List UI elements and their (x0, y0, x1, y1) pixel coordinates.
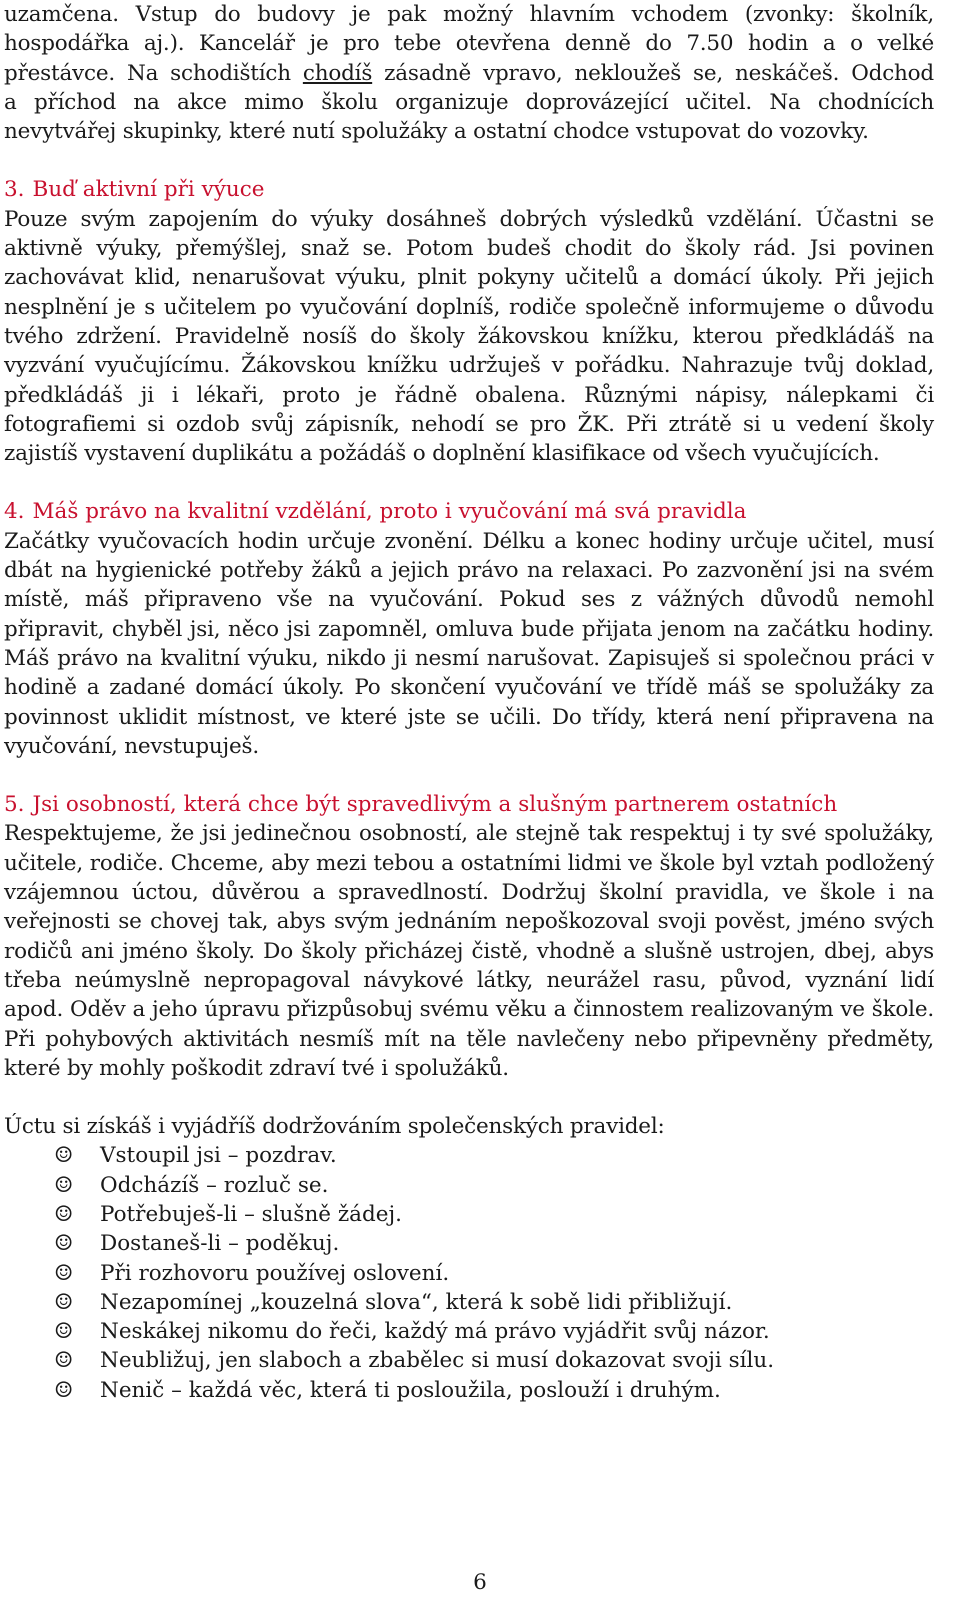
smiley-icon: ☺ (54, 1319, 74, 1345)
intro-line-4: a příchod na akce mimo školu organizuje doprovázející učitel. Na chodnících (4, 89, 934, 115)
section-4 (4, 497, 934, 761)
section-text: Respektujeme, že jsi jedinečnou osobností, ale stejně tak respektuj i ty své spolužáky, učitele, rodiče. Chceme, aby mezi tebou a ostatními lidmi ve škole byl vztah podložený vzájemnou úctou, důvěrou a spravedlností. Dodržuj školní pravidla, ve škole i na veřejnosti se chovej tak, abys svým jednáním nepoškozoval svoji pověst, jméno svých rodičů ani jméno školy. Do školy přicházej čistě, vhodně a slušně ustrojen, dbej, abys třeba neúmyslně nepropagoval návykové látky, neurážel rasu, původ, vyznání lidí apod. Oděv a jeho úpravu přizpůsobuj svému věku a činnostem realizovaným ve škole. Při pohybových aktivitách nesmíš mít na těle navlečeny nebo připevněny předměty, které by mohly poškodit zdraví tvé i spolužáků. (4, 821, 934, 1081)
intro-line-3 (4, 59, 934, 88)
section-number: 3. (4, 177, 25, 203)
respect-lead: Úctu si získáš i vyjádříš dodržováním společenských pravidel: (4, 1114, 665, 1140)
smiley-icon: ☺ (54, 1231, 74, 1257)
list-item-text: Neubližuj, jen slaboch a zbabělec si musí dokazovat svoji sílu. (100, 1348, 775, 1374)
intro-line-1: uzamčena. Vstup do budovy je pak možný hlavním vchodem (zvonky: školník, (4, 2, 934, 27)
intro-paragraph (4, 0, 934, 146)
list-item-text: Nezapomínej „kouzelná slova“, která k sobě lidi přibližují. (100, 1289, 733, 1315)
list-item (54, 1259, 934, 1288)
section-text: Pouze svým zapojením do výuky dosáhneš dobrých výsledků vzdělání. Účastni se aktivně výuky, přemýšlej, snaž se. Potom budeš chodit do školy rád. Jsi povinen zachovávat klid, nenarušovat výuku, plnit pokyny učitelů a domácí úkoly. Při jejich nesplnění je s učitelem po vyučování doplníš, rodiče společně informujeme o důvodu tvého zdržení. Pravidelně nosíš do školy žákovskou knížku, kterou předkládáš na vyzvání vyučujícímu. Žákovskou knížku udržuješ v pořádku. Nahrazuje tvůj doklad, předkládáš ji i lékaři, proto je řádně obalena. Různými nápisy, nálepkami či fotografiemi si ozdob svůj zápisník, nehodí se pro ŽK. Při ztrátě si u vedení školy zajistíš vystavení duplikátu a požádáš o doplnění klasifikace od všech vyučujících. (4, 206, 934, 467)
list-item (54, 1200, 934, 1229)
list-item (54, 1346, 934, 1375)
section-title: Jsi osobností, která chce být spravedlivým a slušným partnerem ostatních (32, 792, 838, 818)
list-item (54, 1229, 934, 1258)
list-item-text: Odcházíš – rozluč se. (100, 1172, 329, 1198)
list-item (54, 1171, 934, 1200)
intro-line-3-after: zásadně vpravo, nekloužeš se, neskáčeš. Odchod (372, 60, 934, 86)
section-5 (4, 790, 934, 1083)
smiley-icon: ☺ (54, 1348, 74, 1374)
section-3 (4, 175, 934, 468)
intro-line-3-before: přestávce. Na schodištích (4, 60, 303, 86)
document-page (4, 0, 934, 1405)
list-item-text: Dostaneš-li – poděkuj. (100, 1231, 340, 1257)
section-heading (4, 497, 934, 526)
smiley-icon: ☺ (54, 1143, 74, 1169)
section-text: Začátky vyučovacích hodin určuje zvonění. Délku a konec hodiny určuje učitel, musí dbát na hygienické potřeby žáků a jejich právo na relaxaci. Po zazvonění jsi na svém místě, máš připraveno vše na vyučování. Pokud ses z vážných důvodů nemohl připravit, chyběl jsi, něco jsi zapomněl, omluva bude přijata jenom na začátku hodiny. Máš právo na kvalitní výuku, nikdo ji nesmí narušovat. Zapisuješ si společnou práci v hodině a zadané domácí úkoly. Po skončení vyučování ve třídě máš se spolužáky za povinnost uklidit místnost, ve které jste se učili. Do třídy, která není připravena na vyučování, nevstupuješ. (4, 528, 934, 759)
page-number: 6 (473, 1570, 487, 1595)
intro-line-5: nevytvářej skupinky, které nutí spolužáky a ostatní chodce vstupovat do vozovky. (4, 119, 869, 145)
respect-list (4, 1141, 934, 1405)
smiley-icon: ☺ (54, 1201, 74, 1227)
list-item-text: Potřebuješ-li – slušně žádej. (100, 1201, 402, 1227)
smiley-icon: ☺ (54, 1260, 74, 1286)
smiley-icon: ☺ (54, 1377, 74, 1403)
section-number: 4. (4, 499, 25, 525)
list-item (54, 1288, 934, 1317)
list-item-text: Neskákej nikomu do řeči, každý má právo vyjádřit svůj názor. (100, 1319, 770, 1345)
section-number: 5. (4, 792, 25, 818)
smiley-icon: ☺ (54, 1172, 74, 1198)
list-item-text: Při rozhovoru používej oslovení. (100, 1260, 450, 1286)
respect-block (4, 1112, 934, 1405)
list-item (54, 1317, 934, 1346)
list-item (54, 1141, 934, 1170)
list-item-text: Nenič – každá věc, která ti posloužila, poslouží i druhým. (100, 1377, 721, 1403)
section-title: Buď aktivní při výuce (32, 177, 265, 203)
list-item-text: Vstoupil jsi – pozdrav. (100, 1143, 337, 1169)
intro-line-2: hospodářka aj.). Kancelář je pro tebe otevřena denně do 7.50 hodin a o velké (4, 31, 934, 57)
underlined-word: chodíš (302, 60, 373, 86)
list-item (54, 1376, 934, 1405)
section-heading (4, 175, 934, 204)
smiley-icon: ☺ (54, 1289, 74, 1315)
section-title: Máš právo na kvalitní vzdělání, proto i vyučování má svá pravidla (32, 499, 747, 525)
section-heading (4, 790, 934, 819)
